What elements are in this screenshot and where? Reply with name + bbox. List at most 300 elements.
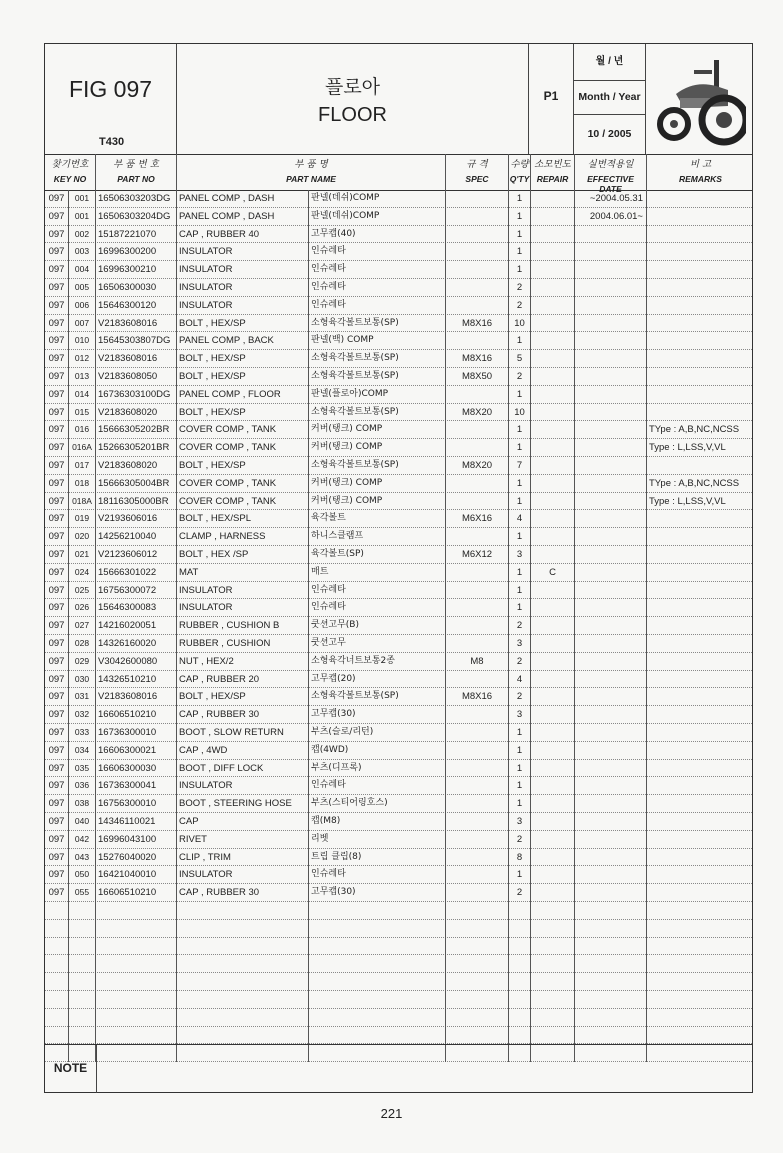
cell-key: 034 xyxy=(69,742,96,760)
cell-fig xyxy=(45,955,69,973)
cell-part-no: 16756300072 xyxy=(96,582,177,600)
column-header-korean: 비 고 xyxy=(689,159,712,170)
cell-key xyxy=(69,902,96,920)
cell-qty: 2 xyxy=(509,653,531,671)
cell-qty: 5 xyxy=(509,350,531,368)
cell-name-ko xyxy=(309,1009,446,1027)
cell-qty: 1 xyxy=(509,760,531,778)
table-row xyxy=(45,297,752,315)
cell-fig: 097 xyxy=(45,813,69,831)
table-row xyxy=(45,599,752,617)
cell-spec xyxy=(446,671,509,689)
cell-key: 005 xyxy=(69,279,96,297)
cell-key: 001 xyxy=(69,190,96,208)
column-header-korean: 부 품 번 호 xyxy=(113,159,159,170)
cell-qty: 2 xyxy=(509,617,531,635)
cell-key xyxy=(69,938,96,956)
cell-key: 007 xyxy=(69,315,96,333)
cell-key: 018 xyxy=(69,475,96,493)
cell-remarks xyxy=(647,671,754,689)
cell-key: 030 xyxy=(69,671,96,689)
cell-qty: 1 xyxy=(509,493,531,511)
table-row xyxy=(45,813,752,831)
column-header-korean: 소모빈도 xyxy=(534,159,571,170)
cell-fig: 097 xyxy=(45,724,69,742)
cell-key: 032 xyxy=(69,706,96,724)
cell-part-no: V2183608020 xyxy=(96,404,177,422)
cell-date: 2004.06.01~ xyxy=(575,208,647,226)
cell-name-en: PANEL COMP , DASH xyxy=(177,190,309,208)
cell-spec xyxy=(446,849,509,867)
cell-name-ko: 인슈레타 xyxy=(309,866,446,884)
cell-qty: 1 xyxy=(509,866,531,884)
cell-repair xyxy=(531,546,575,564)
cell-name-en: BOLT , HEX/SP xyxy=(177,350,309,368)
cell-remarks xyxy=(647,688,754,706)
table-row xyxy=(45,724,752,742)
cell-key: 042 xyxy=(69,831,96,849)
cell-key xyxy=(69,955,96,973)
cell-repair xyxy=(531,671,575,689)
cell-remarks xyxy=(647,1009,754,1027)
cell-name-ko: 육각볼트 xyxy=(309,510,446,528)
cell-qty xyxy=(509,938,531,956)
cell-key: 040 xyxy=(69,813,96,831)
cell-spec xyxy=(446,884,509,902)
cell-spec xyxy=(446,866,509,884)
cell-fig: 097 xyxy=(45,279,69,297)
cell-part-no: V2183608016 xyxy=(96,315,177,333)
cell-spec xyxy=(446,760,509,778)
cell-key: 033 xyxy=(69,724,96,742)
cell-remarks xyxy=(647,831,754,849)
cell-name-en: BOOT , DIFF LOCK xyxy=(177,760,309,778)
cell-spec xyxy=(446,635,509,653)
page-box xyxy=(529,44,574,154)
column-header-english: REPAIR xyxy=(536,174,569,184)
cell-date xyxy=(575,368,647,386)
cell-name-en: BOOT , STEERING HOSE xyxy=(177,795,309,813)
cell-name-en xyxy=(177,991,309,1009)
cell-repair xyxy=(531,457,575,475)
cell-date xyxy=(575,564,647,582)
cell-spec: M8X16 xyxy=(446,688,509,706)
cell-key: 012 xyxy=(69,350,96,368)
cell-fig xyxy=(45,920,69,938)
cell-fig: 097 xyxy=(45,297,69,315)
cell-part-no xyxy=(96,938,177,956)
cell-part-no: 16606300021 xyxy=(96,742,177,760)
cell-fig: 097 xyxy=(45,795,69,813)
cell-fig: 097 xyxy=(45,617,69,635)
cell-spec xyxy=(446,706,509,724)
cell-spec xyxy=(446,1027,509,1045)
cell-remarks xyxy=(647,795,754,813)
cell-name-en: CAP xyxy=(177,813,309,831)
cell-fig xyxy=(45,1009,69,1027)
cell-part-no: 16506303204DG xyxy=(96,208,177,226)
table-row xyxy=(45,315,752,333)
cell-remarks xyxy=(647,617,754,635)
cell-spec xyxy=(446,261,509,279)
column-header-english: SPEC xyxy=(465,174,489,184)
cell-part-no: 18116305000BR xyxy=(96,493,177,511)
cell-part-no: 16756300010 xyxy=(96,795,177,813)
cell-fig: 097 xyxy=(45,528,69,546)
cell-name-en: INSULATOR xyxy=(177,297,309,315)
cell-fig: 097 xyxy=(45,493,69,511)
column-header xyxy=(177,154,446,190)
cell-name-en: RUBBER , CUSHION xyxy=(177,635,309,653)
cell-fig xyxy=(45,991,69,1009)
tractor-image-box xyxy=(646,44,754,154)
cell-name-en: COVER COMP , TANK xyxy=(177,475,309,493)
cell-name-en: INSULATOR xyxy=(177,599,309,617)
cell-date xyxy=(575,938,647,956)
cell-date xyxy=(575,635,647,653)
cell-remarks xyxy=(647,706,754,724)
column-header xyxy=(647,154,754,190)
cell-part-no: V2183608016 xyxy=(96,350,177,368)
cell-spec xyxy=(446,493,509,511)
cell-date xyxy=(575,991,647,1009)
cell-part-no: 16996300200 xyxy=(96,243,177,261)
cell-spec xyxy=(446,190,509,208)
column-header-english: Q'TY xyxy=(509,174,530,184)
title-english: FLOOR xyxy=(318,104,387,126)
figure-box xyxy=(45,44,177,154)
table-row xyxy=(45,279,752,297)
cell-fig xyxy=(45,938,69,956)
cell-qty xyxy=(509,1027,531,1045)
cell-key: 050 xyxy=(69,866,96,884)
cell-name-ko: 소형육각볼트보통(SP) xyxy=(309,315,446,333)
cell-name-en: CAP , RUBBER 40 xyxy=(177,226,309,244)
cell-fig: 097 xyxy=(45,261,69,279)
cell-spec xyxy=(446,973,509,991)
cell-fig: 097 xyxy=(45,510,69,528)
cell-key: 010 xyxy=(69,332,96,350)
cell-repair xyxy=(531,1009,575,1027)
cell-date xyxy=(575,297,647,315)
table-row xyxy=(45,493,752,511)
cell-name-ko: 소형육각볼트보통(SP) xyxy=(309,368,446,386)
cell-qty: 1 xyxy=(509,777,531,795)
table-row xyxy=(45,226,752,244)
cell-name-en: BOOT , SLOW RETURN xyxy=(177,724,309,742)
cell-fig: 097 xyxy=(45,760,69,778)
cell-date xyxy=(575,902,647,920)
cell-part-no: 15666305004BR xyxy=(96,475,177,493)
cell-part-no: 15646300083 xyxy=(96,599,177,617)
tractor-icon xyxy=(654,50,746,146)
cell-name-ko: 소형육각볼트보통(SP) xyxy=(309,350,446,368)
figure-number: FIG 097 xyxy=(68,76,153,102)
cell-remarks xyxy=(647,457,754,475)
cell-date xyxy=(575,243,647,261)
cell-name-en: BOLT , HEX/SPL xyxy=(177,510,309,528)
cell-part-no: 16606510210 xyxy=(96,884,177,902)
cell-spec xyxy=(446,599,509,617)
cell-date xyxy=(575,973,647,991)
cell-repair xyxy=(531,813,575,831)
cell-name-en: INSULATOR xyxy=(177,866,309,884)
cell-remarks xyxy=(647,938,754,956)
cell-part-no: 15666301022 xyxy=(96,564,177,582)
cell-fig: 097 xyxy=(45,742,69,760)
cell-remarks: Type : L,LSS,V,VL xyxy=(649,495,726,507)
date-label-korean: 월 / 년 xyxy=(574,44,645,81)
cell-fig: 097 xyxy=(45,368,69,386)
cell-repair xyxy=(531,493,575,511)
title-korean: 플로아 xyxy=(324,76,381,98)
cell-date xyxy=(575,279,647,297)
cell-qty: 3 xyxy=(509,813,531,831)
cell-repair xyxy=(531,973,575,991)
cell-part-no: V3042600080 xyxy=(96,653,177,671)
cell-name-en: CLAMP , HARNESS xyxy=(177,528,309,546)
cell-part-no: 15276040020 xyxy=(96,849,177,867)
cell-spec xyxy=(446,742,509,760)
cell-fig xyxy=(45,1027,69,1045)
cell-repair xyxy=(531,190,575,208)
column-header-english: PART NAME xyxy=(286,174,336,184)
cell-repair xyxy=(531,955,575,973)
cell-key: 004 xyxy=(69,261,96,279)
cell-key: 043 xyxy=(69,849,96,867)
cell-spec: M6X12 xyxy=(446,546,509,564)
cell-part-no: 16506300030 xyxy=(96,279,177,297)
cell-name-ko: 판넬(데쉬)COMP xyxy=(309,190,446,208)
cell-spec xyxy=(446,902,509,920)
cell-spec xyxy=(446,582,509,600)
cell-fig: 097 xyxy=(45,315,69,333)
cell-date xyxy=(575,1009,647,1027)
cell-remarks xyxy=(647,368,754,386)
cell-repair xyxy=(531,226,575,244)
sheet-header xyxy=(45,44,752,155)
cell-name-en: MAT xyxy=(177,564,309,582)
cell-qty: 1 xyxy=(509,564,531,582)
table-row xyxy=(45,742,752,760)
cell-repair xyxy=(531,332,575,350)
cell-date xyxy=(575,421,647,439)
blank-row xyxy=(45,955,752,973)
cell-part-no: 15646300120 xyxy=(96,297,177,315)
table-row xyxy=(45,671,752,689)
title-box xyxy=(177,44,529,154)
cell-repair xyxy=(531,475,575,493)
cell-name-ko: 하니스클램프 xyxy=(309,528,446,546)
blank-row xyxy=(45,991,752,1009)
cell-name-en: PANEL COMP , DASH xyxy=(177,208,309,226)
cell-remarks xyxy=(647,599,754,617)
cell-fig: 097 xyxy=(45,599,69,617)
cell-part-no: 15645303807DG xyxy=(96,332,177,350)
cell-date xyxy=(575,1027,647,1045)
cell-date xyxy=(575,226,647,244)
cell-spec xyxy=(446,386,509,404)
table-row xyxy=(45,866,752,884)
cell-key: 016A xyxy=(69,439,96,457)
cell-fig: 097 xyxy=(45,582,69,600)
cell-qty: 1 xyxy=(509,528,531,546)
cell-fig: 097 xyxy=(45,831,69,849)
table-row xyxy=(45,546,752,564)
cell-name-ko: 판넬(플로아)COMP xyxy=(309,386,446,404)
cell-spec xyxy=(446,243,509,261)
cell-qty xyxy=(509,920,531,938)
cell-date xyxy=(575,582,647,600)
cell-name-ko: 인슈레타 xyxy=(309,243,446,261)
cell-spec xyxy=(446,920,509,938)
cell-name-ko xyxy=(309,902,446,920)
cell-qty: 1 xyxy=(509,226,531,244)
cell-part-no: V2123606012 xyxy=(96,546,177,564)
cell-remarks xyxy=(647,208,754,226)
table-row xyxy=(45,421,752,439)
cell-remarks xyxy=(647,1027,754,1045)
cell-key: 055 xyxy=(69,884,96,902)
cell-name-en: CAP , 4WD xyxy=(177,742,309,760)
table-row xyxy=(45,760,752,778)
cell-date xyxy=(575,493,647,511)
cell-repair xyxy=(531,777,575,795)
blank-row xyxy=(45,902,752,920)
cell-name-ko: 커버(탱크) COMP xyxy=(309,493,446,511)
cell-fig: 097 xyxy=(45,564,69,582)
table-row xyxy=(45,653,752,671)
cell-repair xyxy=(531,617,575,635)
cell-qty: 3 xyxy=(509,635,531,653)
cell-spec xyxy=(446,777,509,795)
cell-fig: 097 xyxy=(45,653,69,671)
cell-name-en xyxy=(177,938,309,956)
column-header xyxy=(575,154,647,194)
cell-date xyxy=(575,510,647,528)
cell-key xyxy=(69,973,96,991)
cell-name-ko xyxy=(309,955,446,973)
cell-date xyxy=(575,261,647,279)
table-row xyxy=(45,368,752,386)
cell-fig: 097 xyxy=(45,350,69,368)
cell-name-en xyxy=(177,1027,309,1045)
table-row xyxy=(45,831,752,849)
cell-date xyxy=(575,653,647,671)
cell-date xyxy=(575,475,647,493)
cell-key: 026 xyxy=(69,599,96,617)
cell-fig: 097 xyxy=(45,208,69,226)
table-row xyxy=(45,350,752,368)
note-label: NOTE xyxy=(45,1045,97,1093)
date-value: 10 / 2005 xyxy=(587,128,632,140)
column-header-korean: 실번적용일 xyxy=(587,159,634,170)
cell-name-ko: 인슈레타 xyxy=(309,261,446,279)
cell-repair xyxy=(531,368,575,386)
cell-name-en: COVER COMP , TANK xyxy=(177,493,309,511)
cell-date xyxy=(575,795,647,813)
cell-name-ko xyxy=(309,920,446,938)
cell-key: 014 xyxy=(69,386,96,404)
cell-date xyxy=(575,920,647,938)
column-header xyxy=(509,154,531,190)
cell-name-ko: 소형육각볼트보통(SP) xyxy=(309,457,446,475)
table-row xyxy=(45,849,752,867)
cell-name-ko: 리벳 xyxy=(309,831,446,849)
table-row xyxy=(45,243,752,261)
cell-spec xyxy=(446,439,509,457)
cell-repair xyxy=(531,991,575,1009)
cell-name-ko: 소형육각볼트보통(SP) xyxy=(309,688,446,706)
cell-name-en: RIVET xyxy=(177,831,309,849)
table-row xyxy=(45,777,752,795)
cell-name-en xyxy=(177,1009,309,1027)
cell-name-ko: 판넬(데쉬)COMP xyxy=(309,208,446,226)
cell-fig: 097 xyxy=(45,386,69,404)
cell-name-ko: 고무캡(30) xyxy=(309,706,446,724)
cell-fig: 097 xyxy=(45,688,69,706)
cell-remarks: TYpe : A,B,NC,NCSS xyxy=(649,477,740,489)
cell-name-en: RUBBER , CUSHION B xyxy=(177,617,309,635)
cell-fig xyxy=(45,973,69,991)
cell-remarks xyxy=(647,564,754,582)
cell-qty: 3 xyxy=(509,546,531,564)
cell-date xyxy=(575,617,647,635)
cell-name-ko: 쿳션고무(B) xyxy=(309,617,446,635)
cell-spec xyxy=(446,564,509,582)
cell-date xyxy=(575,350,647,368)
table-row xyxy=(45,404,752,422)
cell-qty xyxy=(509,1009,531,1027)
cell-remarks xyxy=(647,404,754,422)
cell-remarks: Type : L,LSS,V,VL xyxy=(649,442,726,454)
cell-key: 027 xyxy=(69,617,96,635)
cell-name-ko: 인슈레타 xyxy=(309,599,446,617)
cell-name-ko xyxy=(309,973,446,991)
cell-fig: 097 xyxy=(45,706,69,724)
cell-part-no xyxy=(96,1009,177,1027)
cell-repair xyxy=(531,243,575,261)
cell-date xyxy=(575,457,647,475)
cell-repair xyxy=(531,831,575,849)
cell-name-ko: 커버(탱크) COMP xyxy=(309,475,446,493)
cell-qty xyxy=(509,955,531,973)
note-section xyxy=(45,1044,752,1093)
cell-part-no: 16996043100 xyxy=(96,831,177,849)
cell-part-no: 14326510210 xyxy=(96,671,177,689)
cell-name-en xyxy=(177,955,309,973)
cell-repair xyxy=(531,439,575,457)
cell-repair xyxy=(531,884,575,902)
cell-remarks xyxy=(647,582,754,600)
cell-name-en: BOLT , HEX/SP xyxy=(177,688,309,706)
cell-name-en: CAP , RUBBER 30 xyxy=(177,884,309,902)
cell-qty xyxy=(509,973,531,991)
model-name: T430 xyxy=(99,136,125,148)
cell-fig: 097 xyxy=(45,226,69,244)
cell-date xyxy=(575,386,647,404)
cell-qty: 1 xyxy=(509,208,531,226)
cell-date xyxy=(575,599,647,617)
cell-name-ko: 인슈레타 xyxy=(309,777,446,795)
cell-key: 015 xyxy=(69,404,96,422)
cell-repair xyxy=(531,404,575,422)
table-row xyxy=(45,688,752,706)
cell-key: 038 xyxy=(69,795,96,813)
cell-spec xyxy=(446,332,509,350)
parts-list-sheet xyxy=(44,43,753,1093)
cell-remarks xyxy=(647,973,754,991)
